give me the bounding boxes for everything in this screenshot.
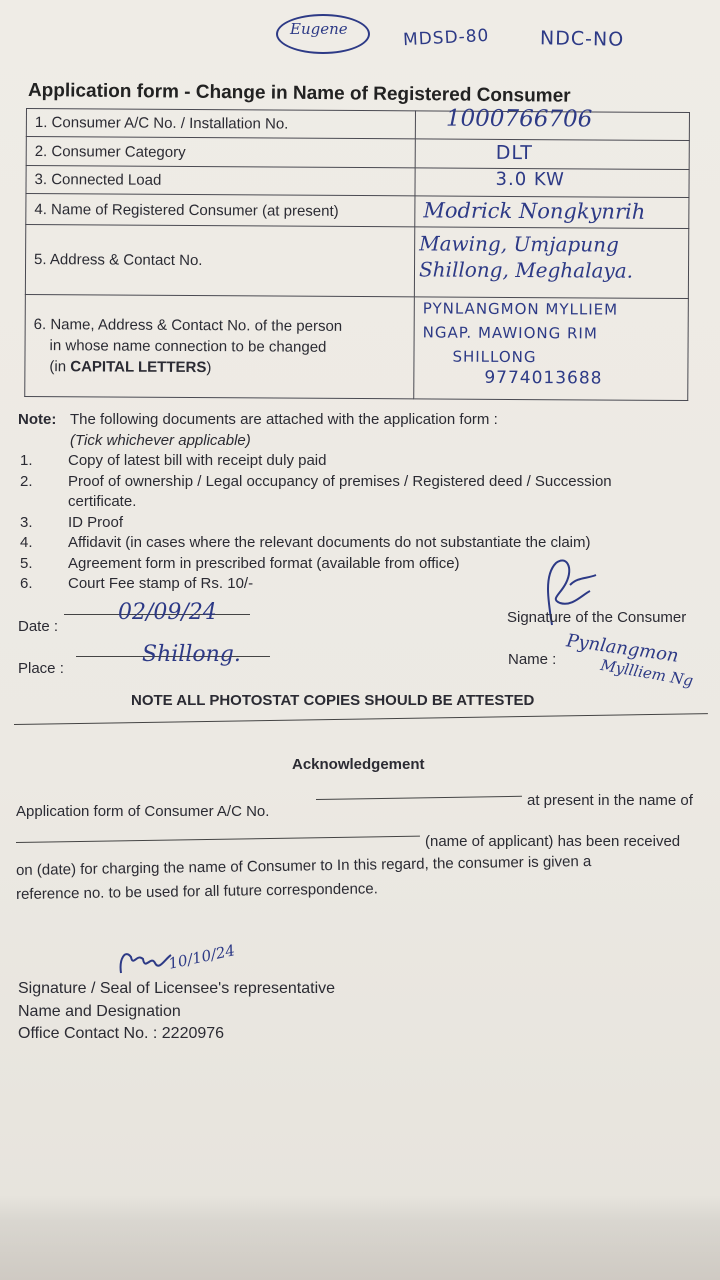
new-name-value: PYNLANGMON MYLLIEM [422,299,619,319]
row-label-address: 5. Address & Contact No. [25,225,414,297]
handwritten-code-2: NDC-NO [539,27,625,51]
note-intro: The following documents are attached with the application form : [70,411,498,428]
list-item: 3. ID Proof [20,513,124,531]
present-name-value: Modrick Nongkynrih [423,198,646,224]
ack-line2-suffix: (name of applicant) has been received [425,833,681,850]
table-row [26,194,689,229]
ack-applicant-line [16,836,420,843]
row-label-category: 2. Consumer Category [26,137,415,168]
ack-account-line [316,796,522,800]
licensee-signature-label: Signature / Seal of Licensee's representative [18,980,336,997]
address-line-2: Shillong, Meghalaya. [418,257,634,283]
row-label-new-person: 6. Name, Address & Contact No. of the person in whose name connection to be changed (in CAPITAL LETTERS) [25,294,415,398]
form-table [24,105,690,401]
ack-line1-prefix: Application form of Consumer A/C No. [16,803,270,820]
table-row [25,225,688,299]
date-value: 02/09/24 [118,600,217,625]
list-item: 1. Copy of latest bill with receipt duly paid [20,452,327,469]
category-value: DLT [495,141,534,165]
note-heading: Note: [18,411,57,428]
new-city-value: SHILLONG [452,347,537,367]
ack-line4: reference no. to be used for all future correspondence. [15,880,378,903]
list-item: certificate. [68,493,137,510]
page-bottom-shadow [0,1195,720,1280]
list-item: 5. Agreement form in prescribed format (available from office) [20,554,460,572]
note-sub: (Tick whichever applicable) [70,431,251,449]
consumer-name-line-1: Pynlangmon [565,630,680,667]
row-label-present-name: 4. Name of Registered Consumer (at present) [26,194,415,227]
name-label: Name : [508,651,557,668]
list-item: 2. Proof of ownership / Legal occupancy of premises / Registered deed / Succession [20,472,612,490]
ack-line3: on (date) for charging the name of Consumer to In this regard, the consumer is given a [15,852,592,879]
place-label: Place : [18,660,64,677]
office-contact: Office Contact No. : 2220976 [18,1025,225,1042]
list-item: 6. Court Fee stamp of Rs. 10/- [20,575,254,592]
name-designation-label: Name and Designation [18,1003,181,1020]
handwritten-code-1: MDSD-80 [402,25,490,51]
new-address-value: NGAP. MAWIONG RIM [422,323,598,343]
address-line-1: Mawing, Umjapung [419,231,619,257]
place-value: Shillong. [142,642,241,667]
date-label: Date : [18,618,59,635]
circled-note: Eugene [290,20,348,38]
table-row [26,166,689,198]
new-contact-value: 9774013688 [484,367,603,389]
table-row [25,294,689,400]
licensee-sign-date: 10/10/24 [166,941,237,973]
row-value-account [415,105,689,141]
photostat-note: NOTE ALL PHOTOSTAT COPIES SHOULD BE ATTESTED [131,692,535,709]
account-number-value: 1000766706 [445,105,593,133]
load-value: 3.0 KW [495,168,565,191]
consumer-name-line-2: Myllliem Ng [599,656,695,690]
signature-consumer-label: Signature of the Consumer [507,609,687,626]
table-row [26,109,689,141]
licensee-signature [115,945,175,980]
table-row [26,137,689,170]
acknowledgement-heading: Acknowledgement [292,756,425,773]
row-label-load: 3. Connected Load [26,166,415,196]
ack-line1-suffix: at present in the name of [527,792,693,809]
list-item: 4. Affidavit (in cases where the relevant documents do not substantiate the claim) [20,534,591,551]
form-title: Application form - Change in Name of Registered Consumer [27,80,571,107]
section-divider [14,713,708,725]
row-label-account: 1. Consumer A/C No. / Installation No. [26,109,415,139]
